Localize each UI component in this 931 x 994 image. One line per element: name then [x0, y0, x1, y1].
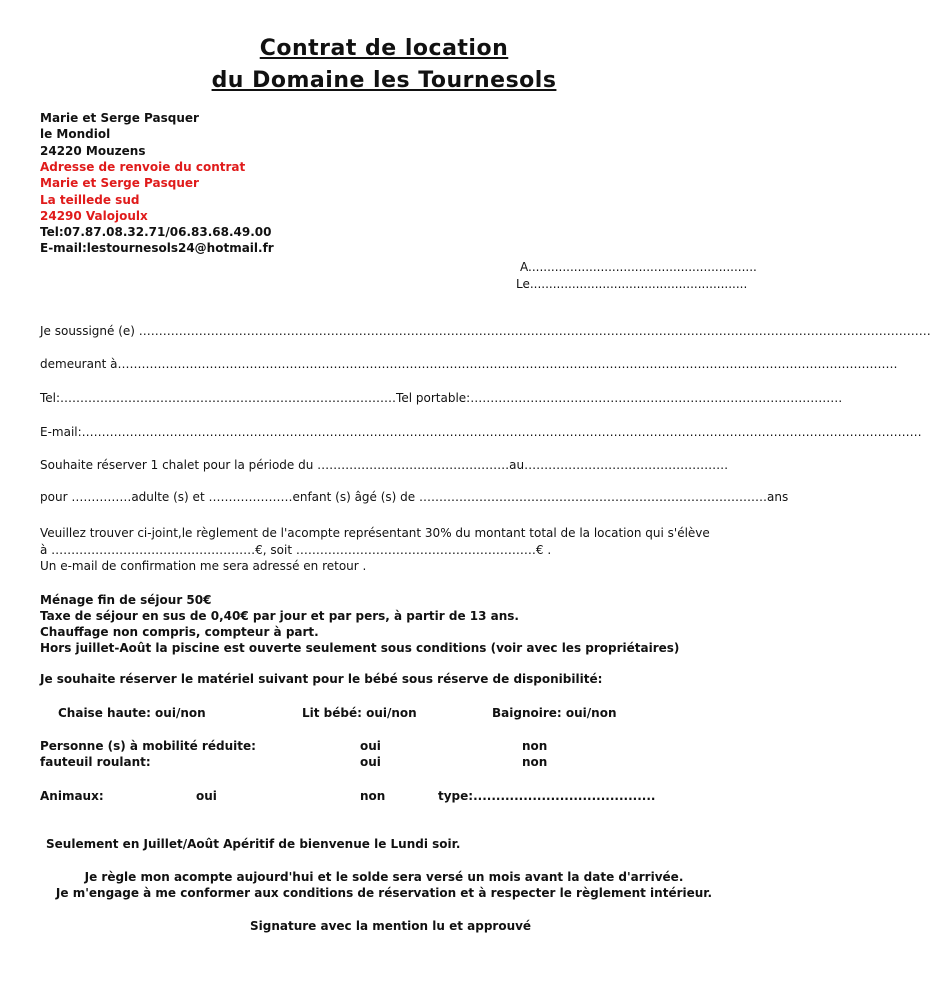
- acompte-line2[interactable]: à ……………………………………………€, soit ……………………………………………………€ .: [40, 543, 552, 557]
- owner-place: le Mondiol: [40, 127, 111, 141]
- soussigne-field[interactable]: Je soussigné (e) ………………………………………………………………………………………………………………………………………………………………………………: [40, 324, 931, 338]
- personnes-field[interactable]: pour ……………adulte (s) et …………………enfant (s) âgé (s) de ……………………………………………………………………………ans: [40, 490, 789, 504]
- acompte-line3: Un e-mail de confirmation me sera adressé en retour .: [40, 559, 367, 573]
- place-field[interactable]: A............................................................: [520, 260, 757, 274]
- return-address-street: La teillede sud: [40, 193, 140, 207]
- aperitif-note: Seulement en Juillet/Août Apéritif de bienvenue le Lundi soir.: [46, 837, 461, 851]
- condition-menage: Ménage fin de séjour 50€: [40, 593, 212, 607]
- tel-field[interactable]: Tel:…………………………………………………………………………Tel portable:…………………………………………………………………………………: [40, 391, 843, 405]
- demeurant-field[interactable]: demeurant à……………………………………………………………………………………………………………………………………………………………………………: [40, 357, 898, 371]
- animaux-label: Animaux:: [40, 789, 104, 803]
- email-field[interactable]: E-mail:…………………………………………………………………………………………………………………………………………………………………………………………: [40, 425, 922, 439]
- lit-bebe-option[interactable]: Lit bébé: oui/non: [302, 706, 417, 720]
- date-field[interactable]: Le.........................................................: [516, 277, 748, 291]
- animaux-oui[interactable]: oui: [196, 789, 217, 803]
- mobilite-oui[interactable]: oui: [360, 739, 381, 753]
- return-address-city: 24290 Valojoulx: [40, 209, 148, 223]
- condition-chauffage: Chauffage non compris, compteur à part.: [40, 625, 319, 639]
- chaise-haute-option[interactable]: Chaise haute: oui/non: [58, 706, 206, 720]
- animaux-type-field[interactable]: type:........................................: [438, 789, 656, 803]
- contact-email: E-mail:lestournesols24@hotmail.fr: [40, 241, 274, 255]
- engagement-line1: Je règle mon acompte aujourd'hui et le solde sera versé un mois avant la date d'arrivée.: [84, 870, 684, 884]
- owner-city: 24220 Mouzens: [40, 144, 146, 158]
- periode-field[interactable]: Souhaite réserver 1 chalet pour la période du …………………………………………au……………………………………………: [40, 458, 729, 472]
- mobilite-non[interactable]: non: [522, 739, 548, 753]
- fauteuil-oui[interactable]: oui: [360, 755, 381, 769]
- return-address-name: Marie et Serge Pasquer: [40, 176, 199, 190]
- contact-tel: Tel:07.87.08.32.71/06.83.68.49.00: [40, 225, 272, 239]
- condition-piscine: Hors juillet-Août la piscine est ouverte seulement sous conditions (voir avec les propriétaires): [40, 641, 680, 655]
- fauteuil-non[interactable]: non: [522, 755, 548, 769]
- return-address-heading: Adresse de renvoie du contrat: [40, 160, 246, 174]
- owner-name: Marie et Serge Pasquer: [40, 111, 199, 125]
- condition-taxe: Taxe de séjour en sus de 0,40€ par jour et par pers, à partir de 13 ans.: [40, 609, 519, 623]
- baignoire-option[interactable]: Baignoire: oui/non: [492, 706, 617, 720]
- document-title-line1: Contrat de location: [259, 36, 509, 61]
- engagement-line2: Je m'engage à me conformer aux conditions de réservation et à respecter le règlement intérieur.: [55, 886, 713, 900]
- signature-label: Signature avec la mention lu et approuvé: [250, 919, 532, 933]
- fauteuil-label: fauteuil roulant:: [40, 755, 151, 769]
- document-title-line2: du Domaine les Tournesols: [211, 68, 557, 93]
- acompte-line1: Veuillez trouver ci-joint,le règlement de l'acompte représentant 30% du montant total de la location qui s'élève: [40, 526, 710, 540]
- animaux-non[interactable]: non: [360, 789, 386, 803]
- mobilite-label: Personne (s) à mobilité réduite:: [40, 739, 256, 753]
- materiel-heading: Je souhaite réserver le matériel suivant pour le bébé sous réserve de disponibilité:: [40, 672, 603, 686]
